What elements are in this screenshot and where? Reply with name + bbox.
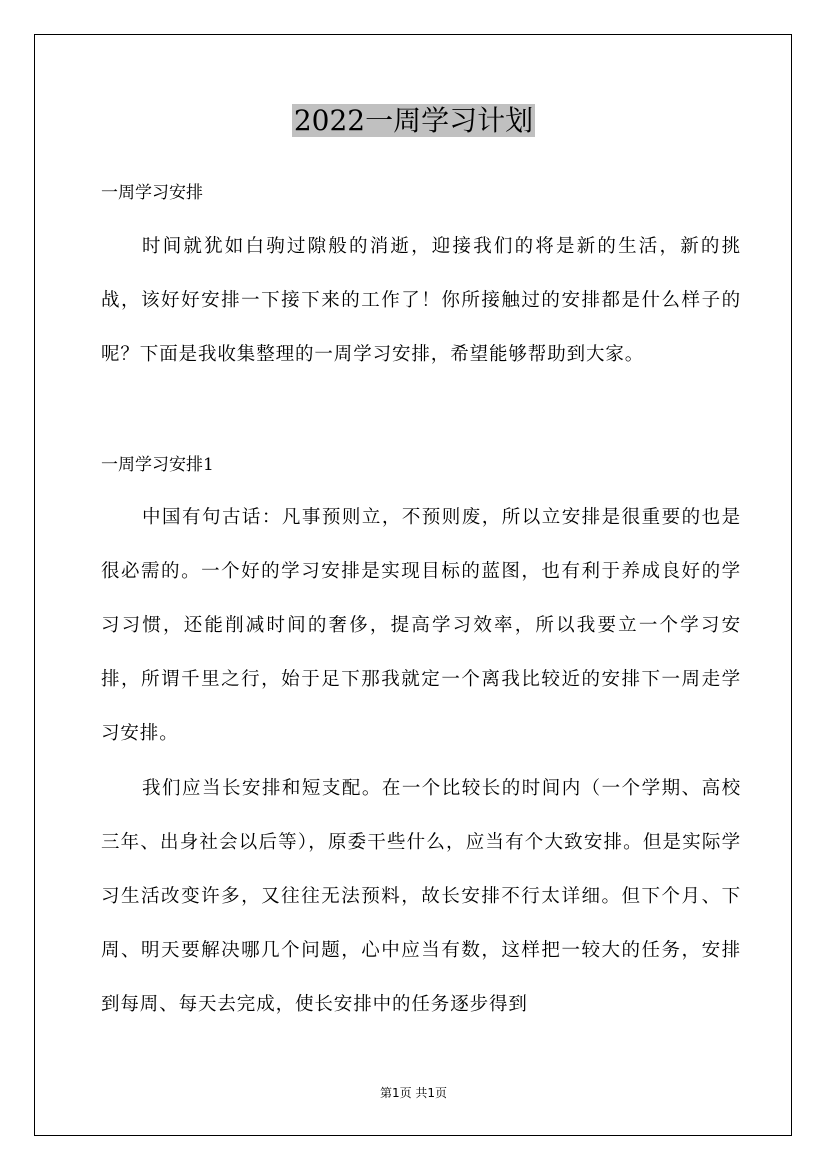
section-heading-1: 一周学习安排1 [101,455,214,475]
document-title-text: 2022一周学习计划 [293,104,534,137]
body-paragraph-1: 中国有句古话：凡事预则立，不预则废，所以立安排是很重要的也是很必需的。一个好的学习安排是实现目标的蓝图，也有利于养成良好的学习习惯，还能削减时间的奢侈，提高学习效率，所以我要立一个学习安排，所谓千里之行，始于足下那我就定一个离我比较近的安排下一周走学习安排。 [101,507,741,744]
section-heading-intro: 一周学习安排 [101,183,203,203]
page-footer: 第1页 共1页 [379,1086,448,1100]
intro-paragraph: 时间就犹如白驹过隙般的消逝，迎接我们的将是新的生活，新的挑战，该好好安排一下接下来的工作了！你所接触过的安排都是什么样子的呢？下面是我收集整理的一周学习安排，希望能够帮助到大家。 [101,236,741,365]
body-paragraph-2: 我们应当长安排和短支配。在一个比较长的时间内（一个学期、高校三年、出身社会以后等），原委干些什么，应当有个大致安排。但是实际学习生活改变许多，又往往无法预料，故长安排不行太详细。但下个月、下周、明天要解决哪几个问题，心中应当有数，这样把一较大的任务，安排到每周、每天去完成，使长安排中的任务逐步得到 [101,778,741,1015]
document-title [0,101,827,141]
